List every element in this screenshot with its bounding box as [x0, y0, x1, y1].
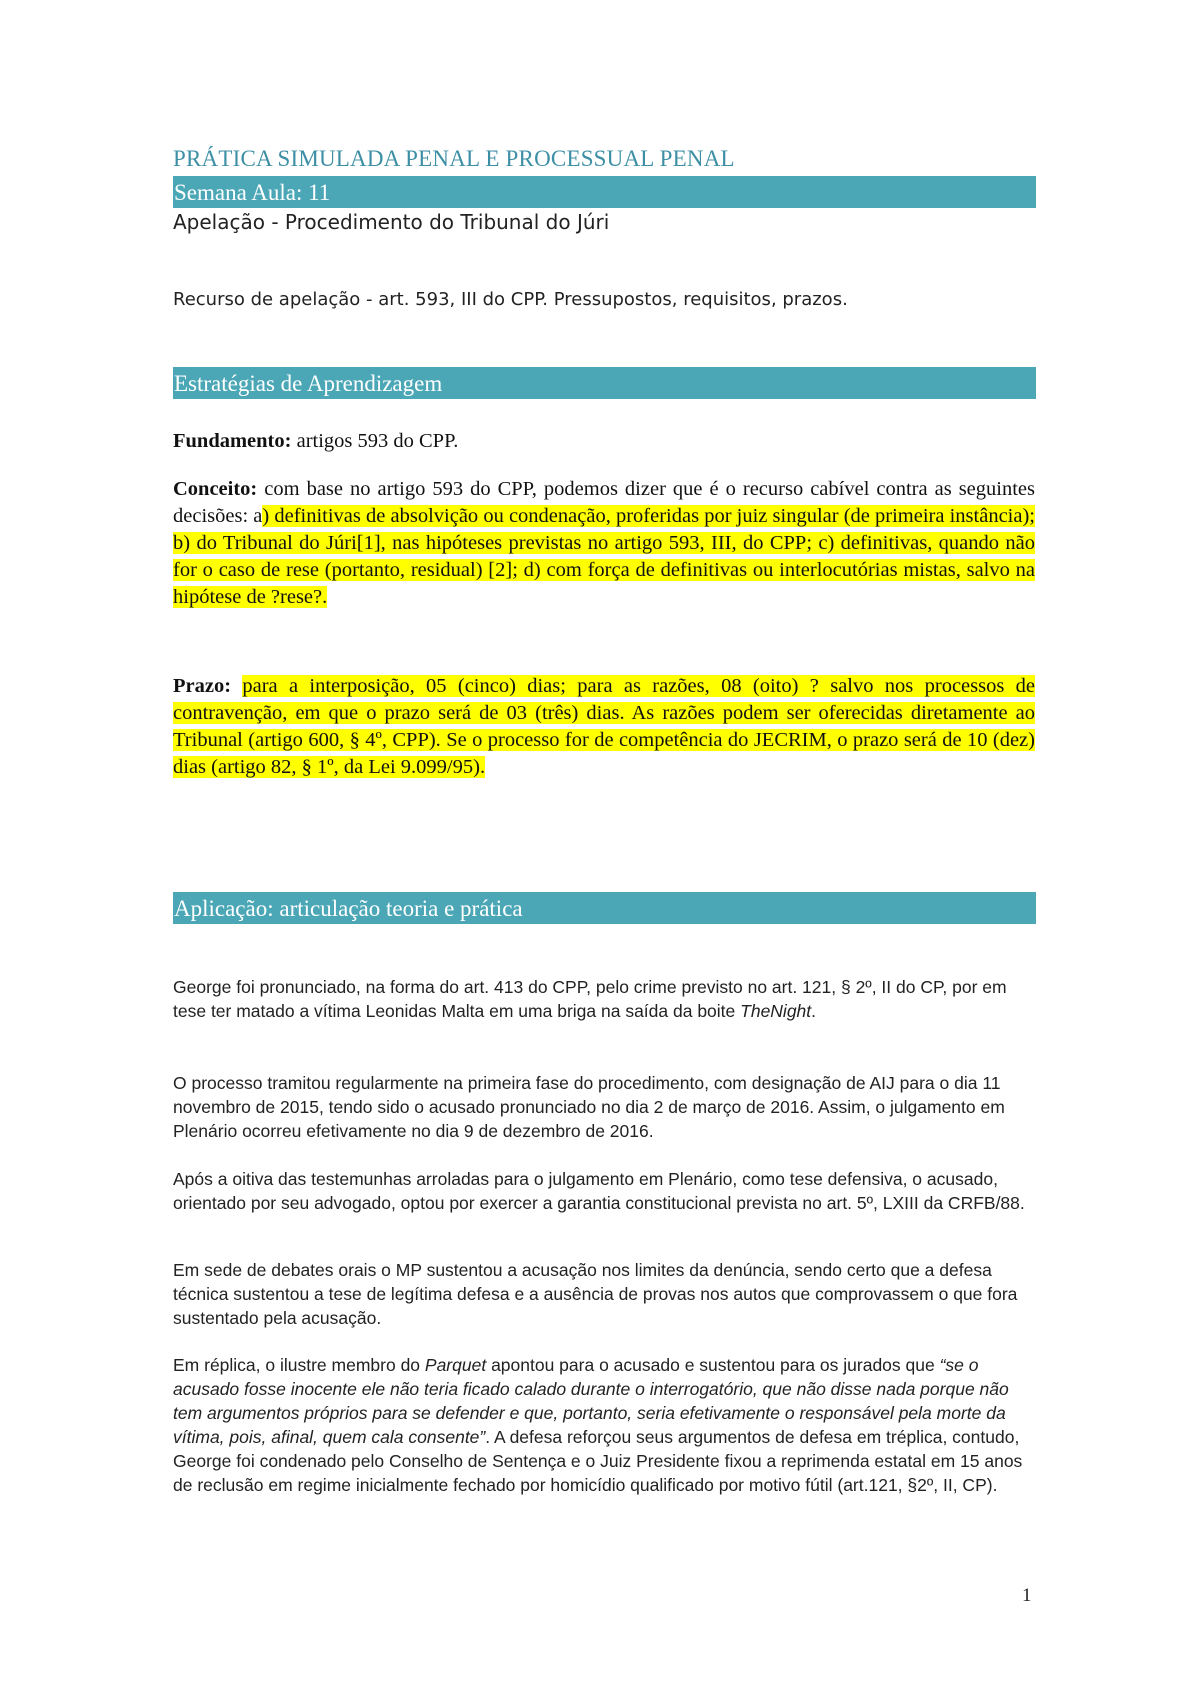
- conceito-label: Conceito:: [173, 478, 258, 500]
- conceito-highlight: ) definitivas de absolvição ou condenação, proferidas por juiz singular (de primeira instância); b) do Tribunal do Júri[1], nas hipóteses previstas no artigo 593, III, do CPP; c) definitivas, quando não for o caso de rese (portanto, residual) [2]; d) com força de definitivas ou interlocutórias mistas, salvo na hipótese de ?rese?.: [173, 505, 1035, 608]
- prazo-paragraph: [173, 673, 1035, 781]
- case-paragraph-3: Após a oitiva das testemunhas arroladas para o julgamento em Plenário, como tese defensiva, o acusado, orientado por seu advogado, optou por exercer a garantia constitucional prevista no art. 5º, LXIII da CRFB/88.: [173, 1169, 1025, 1213]
- case-p1-end: .: [811, 1001, 817, 1021]
- week-banner: Semana Aula: 11: [173, 176, 1036, 208]
- case-paragraph-1: [173, 975, 1035, 1023]
- prazo-highlight: para a interposição, 05 (cinco) dias; para as razões, 08 (oito) ? salvo nos processos de contravenção, em que o prazo será de 03 (três) dias. As razões podem ser oferecidas diretamente ao Tribunal (artigo 600, § 4º, CPP). Se o processo for de competência do JECRIM, o prazo será de 10 (dez) dias (artigo 82, § 1º, da Lei 9.099/95).: [173, 675, 1035, 778]
- case-p1-venue: TheNight: [740, 1001, 812, 1021]
- case-paragraph-4: Em sede de debates orais o MP sustentou a acusação nos limites da denúncia, sendo certo que a defesa técnica sustentou a tese de legítima defesa e a ausência de provas nos autos que comprovassem o que fora sustentado pela acusação.: [173, 1260, 1018, 1328]
- case-p5-b: apontou para o acusado e sustentou para os jurados que: [486, 1355, 940, 1375]
- strategies-heading: Estratégias de Aprendizagem: [173, 367, 1036, 399]
- page-number: 1: [1022, 1585, 1032, 1606]
- case-p1-text: George foi pronunciado, na forma do art. 413 do CPP, pelo crime previsto no art. 121, § 2º, II do CP, por em tese ter matado a vítima Leonidas Malta em uma briga na saída da boite: [173, 977, 1007, 1021]
- conceito-text: com base no artigo 593 do CPP, podemos dizer que é o recurso cabível contra as seguintes decisões: a: [173, 478, 1035, 527]
- document-title: PRÁTICA SIMULADA PENAL E PROCESSUAL PENAL: [173, 146, 735, 171]
- case-paragraph-5: [173, 1353, 1035, 1497]
- case-p5-quote: “se o acusado fosse inocente ele não teria ficado calado durante o interrogatório, que não disse nada porque não tem argumentos próprios para se defender e que, portanto, seria efetivamente o responsável pela morte da vítima, pois, afinal, quem cala consente”: [173, 1355, 1009, 1447]
- fundamento-paragraph: [173, 428, 1035, 455]
- application-heading: Aplicação: articulação teoria e prática: [173, 892, 1036, 924]
- conceito-paragraph: [173, 476, 1035, 611]
- case-p5-a: Em réplica, o ilustre membro do: [173, 1355, 425, 1375]
- lesson-topic: Recurso de apelação - art. 593, III do CPP. Pressupostos, requisitos, prazos.: [173, 289, 848, 310]
- lesson-subtitle: Apelação - Procedimento do Tribunal do Júri: [173, 210, 610, 234]
- fundamento-text: artigos 593 do CPP.: [291, 430, 459, 452]
- case-p5-c: . A defesa reforçou seus argumentos de defesa em tréplica, contudo, George foi condenado pelo Conselho de Sentença e o Juiz Presidente fixou a reprimenda estatal em 15 anos de reclusão em regime inicialmente fechado por homicídio qualificado por motivo fútil (art.121, §2º, II, CP).: [173, 1427, 1023, 1495]
- case-paragraph-2: O processo tramitou regularmente na primeira fase do procedimento, com designação de AIJ para o dia 11 novembro de 2015, tendo sido o acusado pronunciado no dia 2 de março de 2016. Assim, o julgamento em Plenário ocorreu efetivamente no dia 9 de dezembro de 2016.: [173, 1073, 1005, 1141]
- case-p5-parquet: Parquet: [424, 1355, 487, 1375]
- fundamento-label: Fundamento:: [173, 430, 292, 452]
- prazo-label: Prazo:: [173, 675, 232, 697]
